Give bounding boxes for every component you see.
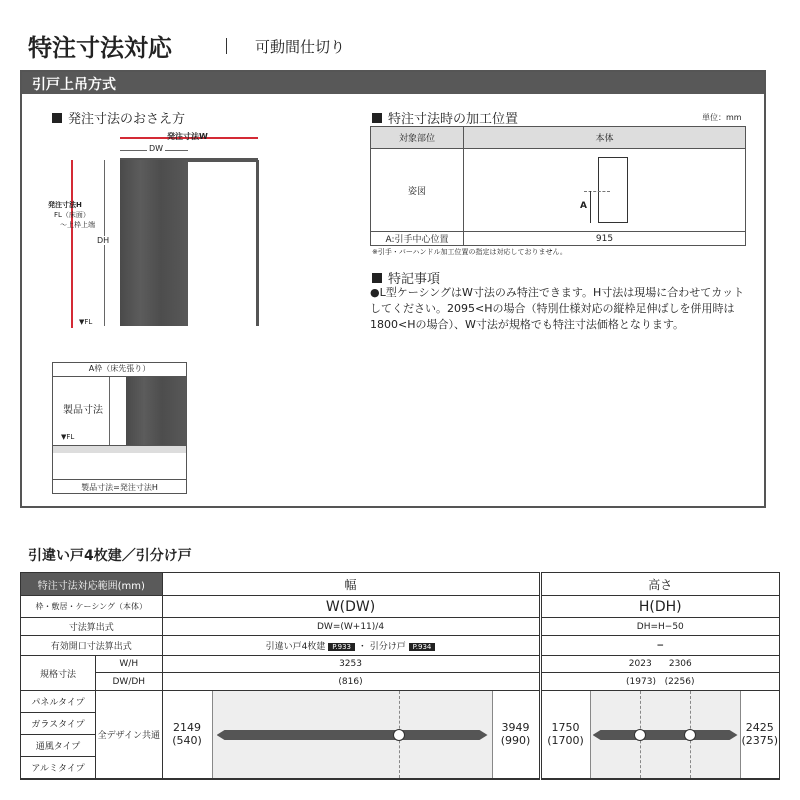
figure-cell (464, 149, 746, 232)
open-b: 引分け戸 (369, 642, 406, 652)
page-subtitle: 可動間仕切り (255, 38, 346, 56)
type-panel: パネルタイプ (21, 691, 96, 713)
std-dh1: (1973) (626, 676, 656, 687)
type-aluminum: アルミタイプ (21, 757, 96, 779)
door-figure (598, 157, 628, 223)
square-bullet-icon (52, 113, 62, 123)
open-formula (162, 636, 540, 656)
h-max (740, 691, 779, 779)
range-header: 特注寸法対応範囲(mm) (21, 573, 163, 596)
w-min-dw: (540) (172, 734, 202, 748)
dh-label: DH (97, 236, 110, 245)
h-dh: H(DH) (540, 596, 779, 618)
notes-text: ●L型ケーシングはW寸法のみ特注できます。H寸法は現場に合わせてカットしてください。2095<Hの場合（特別仕様対応の縦枠足伸ばしを併用時は1800<Hの場合）、W寸法が規格でも特注寸法価格となります。 (370, 286, 745, 331)
std-h1: 2023 (628, 659, 652, 669)
col-body: 本体 (464, 127, 746, 149)
spec-panel (20, 70, 766, 508)
all-design: 全デザイン共通 (96, 691, 163, 779)
h-max-dh: (2375) (741, 734, 779, 748)
diagram-heading-text: 発注寸法のおさえ方 (68, 112, 186, 127)
std-dw: (816) (162, 673, 540, 691)
order-h-arrow (71, 160, 73, 328)
dwdh-label: DW/DH (96, 673, 163, 691)
product-size-line (109, 377, 110, 445)
w-max-value: 3949 (501, 721, 530, 735)
type-glass: ガラスタイプ (21, 713, 96, 735)
std-dh (540, 673, 779, 691)
dw-label: DW (149, 144, 164, 153)
std-h2: 2306 (668, 659, 692, 669)
w-max-dw: (990) (500, 734, 531, 748)
h-min (540, 691, 590, 779)
a-label: A (580, 201, 587, 211)
page-title: 特注寸法対応 (28, 34, 172, 62)
wh-label: W/H (96, 656, 163, 673)
std-w-marker (393, 729, 405, 741)
h-min-value: 1750 (551, 721, 580, 735)
diagram-heading (52, 108, 185, 127)
product-size-label: 製品寸法 (63, 405, 103, 416)
frame-detail-title: A枠（床先張り） (53, 363, 186, 377)
row-figure: 姿図 (371, 149, 464, 232)
row-calc: 寸法算出式 (21, 618, 163, 636)
row-open: 有効開口寸法算出式 (21, 636, 163, 656)
w-min (162, 691, 212, 779)
width-header: 幅 (162, 573, 540, 596)
calc-h: DH=H−50 (540, 618, 779, 636)
height-header: 高さ (540, 573, 779, 596)
door-section (126, 377, 186, 445)
frame-detail (52, 362, 187, 494)
std-h2-marker (684, 729, 696, 741)
panel-title: 引戸上吊方式 (22, 72, 764, 94)
processing-table (370, 126, 746, 246)
square-bullet-icon (372, 273, 382, 283)
calc-w: DW=(W+11)/4 (162, 618, 540, 636)
fl-floor-label: FL（床面） (54, 211, 90, 219)
open-sep: ・ (357, 642, 367, 652)
title-divider (226, 38, 227, 54)
w-max (492, 691, 540, 779)
processing-heading (372, 108, 518, 127)
spec-range-table (20, 572, 780, 778)
std-dh2: (2256) (664, 676, 695, 687)
processing-footnote: ※引手・バーハンドル加工位置の指定は対応しておりません。 (372, 248, 567, 256)
a-dimension-line (590, 191, 591, 223)
col-part: 対象部位 (371, 127, 464, 149)
w-dw: W(DW) (162, 596, 540, 618)
std-w: 3253 (162, 656, 540, 673)
open-a: 引違い戸4枚建 (265, 642, 326, 652)
page-ref-a[interactable]: P.933 (328, 643, 355, 651)
open-h: − (540, 636, 779, 656)
order-w-label: 発注寸法W (167, 132, 208, 141)
width-range-bar (212, 691, 492, 779)
square-bullet-icon (372, 113, 382, 123)
floor-section (53, 445, 186, 453)
page-ref-b[interactable]: P.934 (409, 643, 436, 651)
door-frame (256, 160, 259, 326)
row-std: 規格寸法 (21, 656, 96, 691)
fl-label: ▼FL (79, 318, 93, 326)
fl-label: ▼FL (61, 433, 75, 441)
order-h-label: 発注寸法H (48, 201, 82, 209)
height-range-bar (590, 691, 740, 779)
row-a: A:引手中心位置 (371, 232, 464, 246)
section2-title: 引違い戸4枚建／引分け戸 (28, 548, 192, 564)
handle-center-line (584, 191, 610, 192)
to-top-label: 〜上枠上端 (60, 221, 95, 229)
frame-detail-caption: 製品寸法=発注寸法H (53, 479, 186, 494)
processing-heading-text: 特注寸法時の加工位置 (388, 112, 519, 127)
value-a: 915 (464, 232, 746, 246)
row-frame: 枠・敷居・ケーシング（本体） (21, 596, 163, 618)
height-range-arrow (593, 730, 738, 740)
w-min-value: 2149 (173, 721, 202, 735)
type-vent: 通風タイプ (21, 735, 96, 757)
std-h1-marker (634, 729, 646, 741)
std-h (540, 656, 779, 673)
h-min-dh: (1700) (547, 734, 584, 748)
door-panel (120, 160, 188, 326)
unit-label: 単位：mm (702, 113, 742, 122)
notes-heading-text: 特記事項 (388, 272, 441, 287)
width-range-arrow (217, 730, 488, 740)
h-max-value: 2425 (745, 721, 774, 735)
